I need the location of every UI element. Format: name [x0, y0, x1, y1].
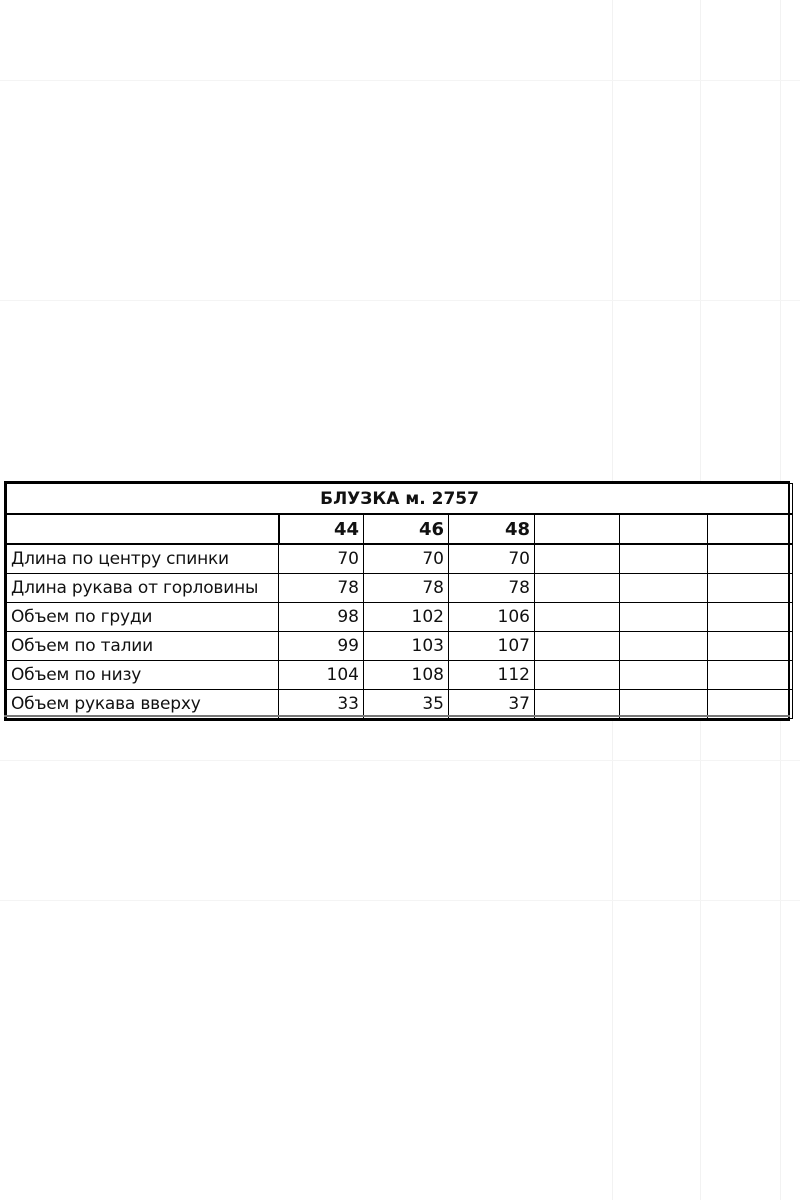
size-header-cell[interactable] [620, 514, 708, 544]
measurement-value[interactable]: 107 [449, 632, 535, 661]
table-title-row [7, 484, 793, 515]
size-header-empty-cell[interactable] [7, 514, 279, 544]
table-row [7, 603, 793, 632]
table-bottom-divider [4, 715, 790, 717]
measurement-value[interactable]: 112 [449, 661, 535, 690]
measurement-label[interactable]: Длина по центру спинки [7, 544, 279, 574]
measurement-value[interactable]: 70 [279, 544, 364, 574]
measurement-value[interactable] [535, 632, 620, 661]
measurement-value[interactable] [620, 661, 708, 690]
measurement-value[interactable] [708, 632, 793, 661]
measurement-value[interactable] [620, 603, 708, 632]
size-header-cell[interactable] [708, 514, 793, 544]
measurement-value[interactable]: 70 [364, 544, 449, 574]
measurement-value[interactable]: 108 [364, 661, 449, 690]
size-header-cell[interactable]: 48 [449, 514, 535, 544]
measurement-label[interactable]: Объем по низу [7, 661, 279, 690]
measurement-value[interactable] [708, 544, 793, 574]
measurement-value[interactable]: 104 [279, 661, 364, 690]
measurement-value[interactable]: 78 [279, 574, 364, 603]
measurement-value[interactable]: 102 [364, 603, 449, 632]
measurement-value[interactable] [535, 574, 620, 603]
measurement-label[interactable]: Длина рукава от горловины [7, 574, 279, 603]
measurement-label[interactable]: Объем рукава вверху [7, 690, 279, 719]
size-header-cell[interactable]: 46 [364, 514, 449, 544]
size-chart-table [4, 481, 790, 721]
measurement-value[interactable]: 33 [279, 690, 364, 719]
measurement-value[interactable]: 70 [449, 544, 535, 574]
size-header-cell[interactable] [535, 514, 620, 544]
measurement-value[interactable] [708, 574, 793, 603]
size-header-row [7, 514, 793, 544]
measurement-value[interactable] [535, 544, 620, 574]
measurement-value[interactable]: 35 [364, 690, 449, 719]
measurement-value[interactable] [708, 661, 793, 690]
measurement-value[interactable] [708, 603, 793, 632]
measurement-value[interactable] [620, 632, 708, 661]
table-row [7, 661, 793, 690]
measurement-value[interactable]: 103 [364, 632, 449, 661]
table-title[interactable]: БЛУЗКА м. 2757 [7, 484, 793, 515]
table-row [7, 574, 793, 603]
measurement-value[interactable] [535, 661, 620, 690]
measurement-value[interactable]: 98 [279, 603, 364, 632]
measurement-value[interactable]: 106 [449, 603, 535, 632]
measurement-value[interactable]: 78 [449, 574, 535, 603]
table-row [7, 544, 793, 574]
measurement-label[interactable]: Объем по груди [7, 603, 279, 632]
table-row [7, 632, 793, 661]
size-header-cell[interactable]: 44 [279, 514, 364, 544]
measurement-value[interactable] [535, 603, 620, 632]
measurement-value[interactable]: 78 [364, 574, 449, 603]
measurement-value[interactable] [620, 544, 708, 574]
measurement-label[interactable]: Объем по талии [7, 632, 279, 661]
measurement-value[interactable]: 99 [279, 632, 364, 661]
measurement-value[interactable]: 37 [449, 690, 535, 719]
measurement-value[interactable] [620, 574, 708, 603]
